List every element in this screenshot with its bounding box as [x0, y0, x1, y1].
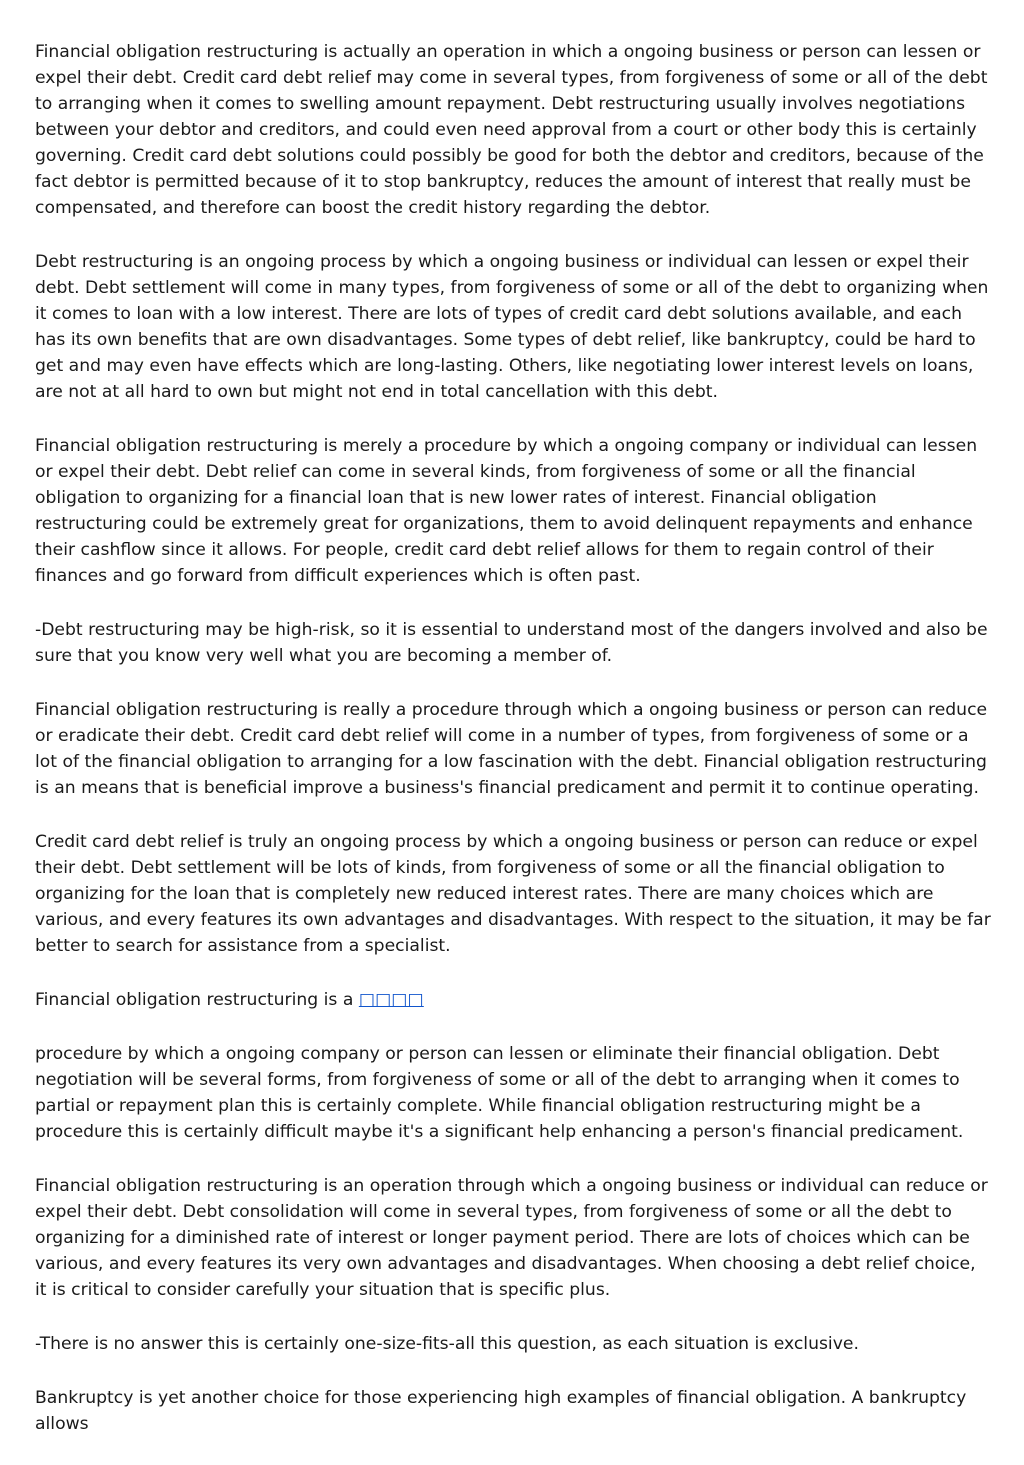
paragraph-1: Financial obligation restructuring is actually an operation in which a ongoing business or person can lessen or expel their debt. Credit card debt relief may come in several types, from forgiveness of some or all of the debt to arranging when it comes to swelling amount repayment. Debt restructuring usually involves negotiations between your debtor and creditors, and could even need approval from a court or other body this is certainly governing. Credit card debt solutions could possibly be good for both the debtor and creditors, because of the fact debtor is permitted because of it to stop bankruptcy, reduces the amount of interest that really must be compensated, and therefore can boost the credit history regarding the debtor.	[35, 42, 988, 218]
paragraph-6: Credit card debt relief is truly an ongoing process by which a ongoing business or person can reduce or expel their debt. Debt settlement will be lots of kinds, from forgiveness of some or all the financial obligation to organizing for the loan that is completely new reduced interest rates. There are many choices which are various, and every features its own advantages and disadvantages. With respect to the situation, it may be far better to search for assistance from a specialist.	[35, 832, 991, 956]
paragraph-8: Financial obligation restructuring is an operation through which a ongoing business or individual can reduce or expel their debt. Debt consolidation will come in several types, from forgiveness of some or all the debt to organizing for a diminished rate of interest or longer payment period. There are lots of choices which can be various, and every features its very own advantages and disadvantages. When choosing a debt relief choice, it is critical to consider carefully your situation that is specific plus.	[35, 1176, 988, 1300]
link-paragraph-prefix: Financial obligation restructuring is a	[35, 990, 359, 1010]
paragraph-5: Financial obligation restructuring is really a procedure through which a ongoing business or person can reduce or eradicate their debt. Credit card debt relief will come in a number of types, from forgiveness of some or a lot of the financial obligation to arranging for a low fascination with the debt. Financial obligation restructuring is an means that is beneficial improve a business's financial predicament and permit it to continue operating.	[35, 700, 988, 798]
paragraph-10: Bankruptcy is yet another choice for those experiencing high examples of financial obligation. A bankruptcy allows	[35, 1388, 967, 1434]
paragraph-link	[35, 987, 991, 1013]
paragraph-9: -There is no answer this is certainly one-size-fits-all this question, as each situation is exclusive.	[35, 1334, 859, 1354]
paragraph-7: procedure by which a ongoing company or person can lessen or eliminate their financial obligation. Debt negotiation will be several forms, from forgiveness of some or all of the debt to arranging when it comes to partial or repayment plan this is certainly complete. While financial obligation restructuring might be a procedure this is certainly difficult maybe it's a significant help enhancing a person's financial predicament.	[35, 1044, 964, 1142]
paragraph-3: Financial obligation restructuring is merely a procedure by which a ongoing company or individual can lessen or expel their debt. Debt relief can come in several kinds, from forgiveness of some or all the financial obligation to organizing for a financial loan that is new lower rates of interest. Financial obligation restructuring could be extremely great for organizations, them to avoid delinquent repayments and enhance their cashflow since it allows. For people, credit card debt relief allows for them to regain control of their finances and go forward from difficult experiences which is often past.	[35, 436, 978, 586]
paragraph-4: -Debt restructuring may be high-risk, so it is essential to understand most of the dangers involved and also be sure that you know very well what you are becoming a member of.	[35, 620, 988, 666]
document-body	[35, 39, 991, 1465]
inline-link[interactable]: □□□□	[358, 990, 424, 1010]
paragraph-2: Debt restructuring is an ongoing process by which a ongoing business or individual can lessen or expel their debt. Debt settlement will come in many types, from forgiveness of some or all of the debt to organizing when it comes to loan with a low interest. There are lots of types of credit card debt solutions available, and each has its own benefits that are own disadvantages. Some types of debt relief, like bankruptcy, could be hard to get and may even have effects which are long-lasting. Others, like negotiating lower interest levels on loans, are not at all hard to own but might not end in total cancellation with this debt.	[35, 252, 989, 402]
